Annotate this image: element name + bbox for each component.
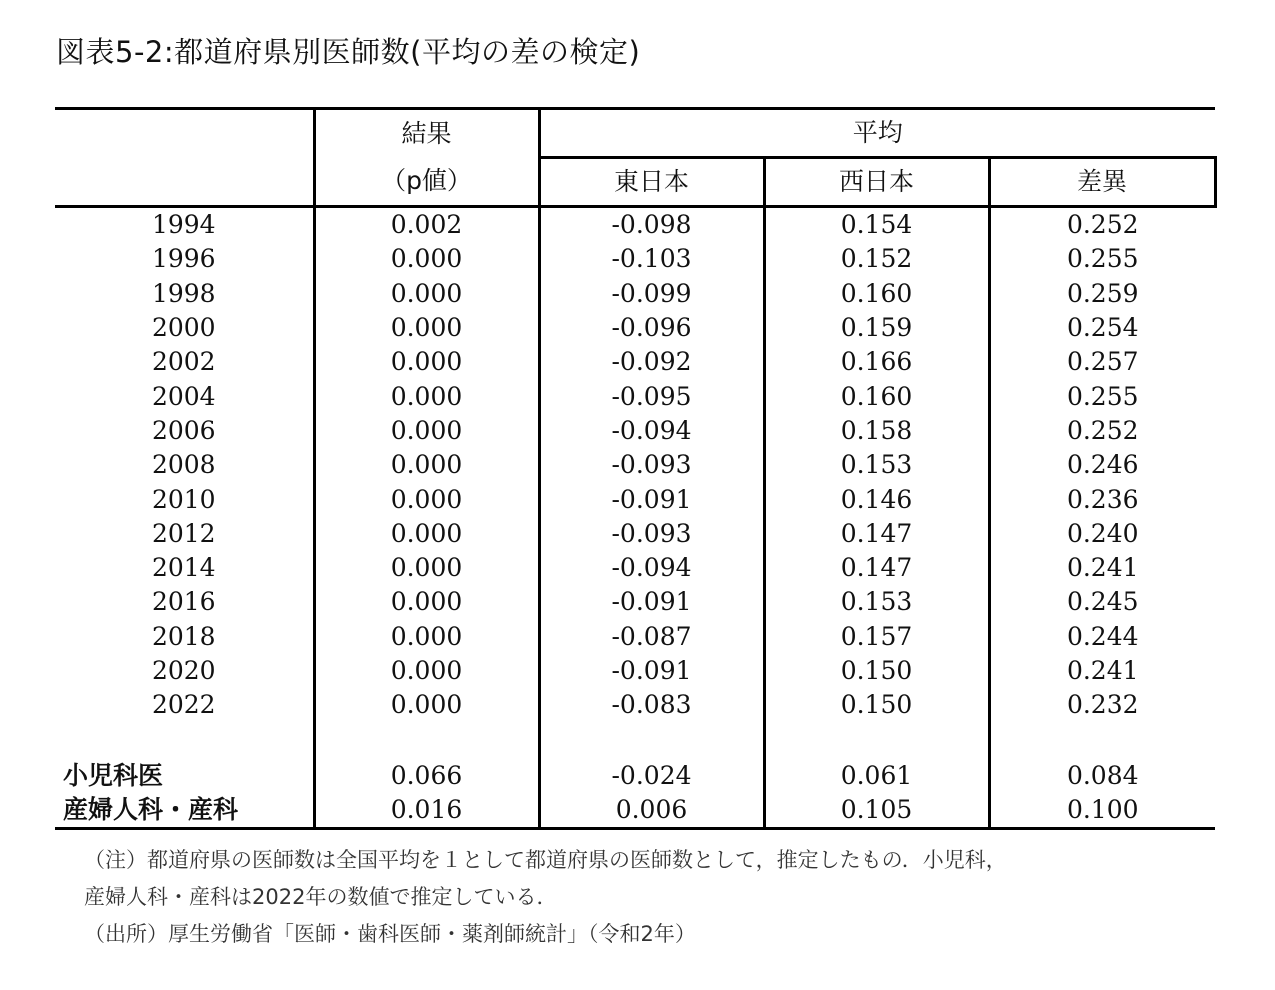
cell-diff: 0.254 xyxy=(989,311,1215,345)
table-row xyxy=(55,448,1215,482)
note-line-1: （注）都道府県の医師数は全国平均を１として都道府県の医師数として，推定したもの．小児科， xyxy=(84,848,1007,872)
notes xyxy=(84,842,1007,953)
cell-p: 0.002 xyxy=(314,207,539,243)
cell-p: 0.000 xyxy=(314,551,539,585)
cell-label: 2010 xyxy=(151,484,216,514)
header-result: 結果 xyxy=(314,109,539,158)
cell-west: 0.061 xyxy=(764,758,989,792)
cell-label: 1994 xyxy=(151,210,216,240)
cell-diff: 0.241 xyxy=(989,551,1215,585)
cell-east: -0.024 xyxy=(539,758,764,792)
spacer-cell xyxy=(764,722,989,758)
cell-label: 2008 xyxy=(151,450,216,480)
cell-diff: 0.252 xyxy=(989,414,1215,448)
spacer-cell xyxy=(314,722,539,758)
corner-cell-2 xyxy=(55,158,314,207)
table-row xyxy=(55,311,1215,345)
spacer-cell xyxy=(539,722,764,758)
cell-label: 2022 xyxy=(151,690,216,720)
table-row xyxy=(55,793,1215,829)
table-row xyxy=(55,242,1215,276)
cell-east: -0.092 xyxy=(539,345,764,379)
cell-west: 0.150 xyxy=(764,688,989,722)
cell-east: -0.103 xyxy=(539,242,764,276)
note-line-2: 産婦人科・産科は2022年の数値で推定している． xyxy=(84,885,558,909)
cell-east: -0.091 xyxy=(539,585,764,619)
cell-diff: 0.100 xyxy=(989,793,1215,829)
cell-label: 2002 xyxy=(151,347,216,377)
table-row xyxy=(55,620,1215,654)
cell-west: 0.158 xyxy=(764,414,989,448)
cell-diff: 0.255 xyxy=(989,379,1215,413)
table-row xyxy=(55,688,1215,722)
cell-west: 0.147 xyxy=(764,551,989,585)
cell-p: 0.000 xyxy=(314,620,539,654)
cell-p: 0.000 xyxy=(314,277,539,311)
cell-west: 0.160 xyxy=(764,379,989,413)
cell-label: 2014 xyxy=(151,553,216,583)
cell-east: -0.094 xyxy=(539,551,764,585)
table-row xyxy=(55,758,1215,792)
page-title: 図表5-2:都道府県別医師数(平均の差の検定) xyxy=(56,35,641,69)
cell-west: 0.157 xyxy=(764,620,989,654)
cell-west: 0.152 xyxy=(764,242,989,276)
spacer-cell xyxy=(989,722,1215,758)
cell-p: 0.000 xyxy=(314,688,539,722)
cell-diff: 0.245 xyxy=(989,585,1215,619)
cell-west: 0.105 xyxy=(764,793,989,829)
table-row xyxy=(55,482,1215,516)
cell-label: 2006 xyxy=(151,415,216,445)
cell-p: 0.000 xyxy=(314,311,539,345)
table-row xyxy=(55,379,1215,413)
table-row xyxy=(55,551,1215,585)
cell-p: 0.000 xyxy=(314,379,539,413)
cell-east: -0.098 xyxy=(539,207,764,243)
cell-west: 0.166 xyxy=(764,345,989,379)
cell-west: 0.147 xyxy=(764,517,989,551)
cell-east: -0.096 xyxy=(539,311,764,345)
header-average: 平均 xyxy=(539,109,1215,158)
cell-p: 0.000 xyxy=(314,448,539,482)
cell-west: 0.146 xyxy=(764,482,989,516)
table-row xyxy=(55,414,1215,448)
cell-p: 0.000 xyxy=(314,517,539,551)
cell-east: -0.099 xyxy=(539,277,764,311)
cell-diff: 0.084 xyxy=(989,758,1215,792)
header-west: 西日本 xyxy=(764,158,989,207)
cell-west: 0.153 xyxy=(764,585,989,619)
cell-west: 0.160 xyxy=(764,277,989,311)
cell-label: 2012 xyxy=(151,518,216,548)
cell-label: 1996 xyxy=(151,244,216,274)
header-pvalue: （p値） xyxy=(314,158,539,207)
cell-east: -0.091 xyxy=(539,654,764,688)
cell-label: 2020 xyxy=(151,656,216,685)
cell-east: -0.094 xyxy=(539,414,764,448)
cell-east: -0.091 xyxy=(539,482,764,516)
cell-diff: 0.259 xyxy=(989,277,1215,311)
results-table xyxy=(55,107,1217,830)
cell-east: 0.006 xyxy=(539,793,764,829)
cell-east: -0.083 xyxy=(539,688,764,722)
cell-label: 小児科医 xyxy=(63,760,164,790)
cell-label: 産婦人科・産科 xyxy=(55,793,314,829)
cell-diff: 0.257 xyxy=(989,345,1215,379)
cell-west: 0.154 xyxy=(764,207,989,243)
cell-west: 0.159 xyxy=(764,311,989,345)
cell-west: 0.150 xyxy=(764,654,989,688)
spacer-row xyxy=(55,722,1215,758)
cell-label: 2016 xyxy=(151,587,216,617)
cell-east: -0.087 xyxy=(539,620,764,654)
corner-cell xyxy=(55,109,314,158)
cell-diff: 0.255 xyxy=(989,242,1215,276)
cell-diff: 0.236 xyxy=(989,482,1215,516)
cell-west: 0.153 xyxy=(764,448,989,482)
cell-p: 0.066 xyxy=(314,758,539,792)
cell-diff: 0.252 xyxy=(989,207,1215,243)
cell-east: -0.093 xyxy=(539,517,764,551)
cell-diff: 0.240 xyxy=(989,517,1215,551)
cell-p: 0.000 xyxy=(314,345,539,379)
header-east: 東日本 xyxy=(539,158,764,207)
cell-p: 0.000 xyxy=(314,414,539,448)
cell-label: 2004 xyxy=(151,381,216,411)
table-row xyxy=(55,345,1215,379)
cell-label: 2000 xyxy=(151,313,216,343)
table-row xyxy=(55,277,1215,311)
cell-p: 0.000 xyxy=(314,654,539,688)
header-diff: 差異 xyxy=(989,158,1215,207)
note-line-3: （出所）厚生労働省「医師・歯科医師・薬剤師統計」（令和2年） xyxy=(84,922,696,946)
cell-label: 2018 xyxy=(151,621,216,651)
cell-diff: 0.244 xyxy=(989,620,1215,654)
spacer-cell xyxy=(55,722,314,758)
cell-label: 1998 xyxy=(151,278,216,308)
cell-east: -0.093 xyxy=(539,448,764,482)
cell-diff: 0.241 xyxy=(989,654,1215,688)
table-row xyxy=(55,517,1215,551)
table-row xyxy=(55,654,1215,688)
cell-p: 0.016 xyxy=(314,793,539,829)
table-row xyxy=(55,207,1215,243)
cell-p: 0.000 xyxy=(314,242,539,276)
table-row xyxy=(55,585,1215,619)
cell-diff: 0.232 xyxy=(989,688,1215,722)
cell-diff: 0.246 xyxy=(989,448,1215,482)
cell-east: -0.095 xyxy=(539,379,764,413)
cell-p: 0.000 xyxy=(314,482,539,516)
cell-p: 0.000 xyxy=(314,585,539,619)
